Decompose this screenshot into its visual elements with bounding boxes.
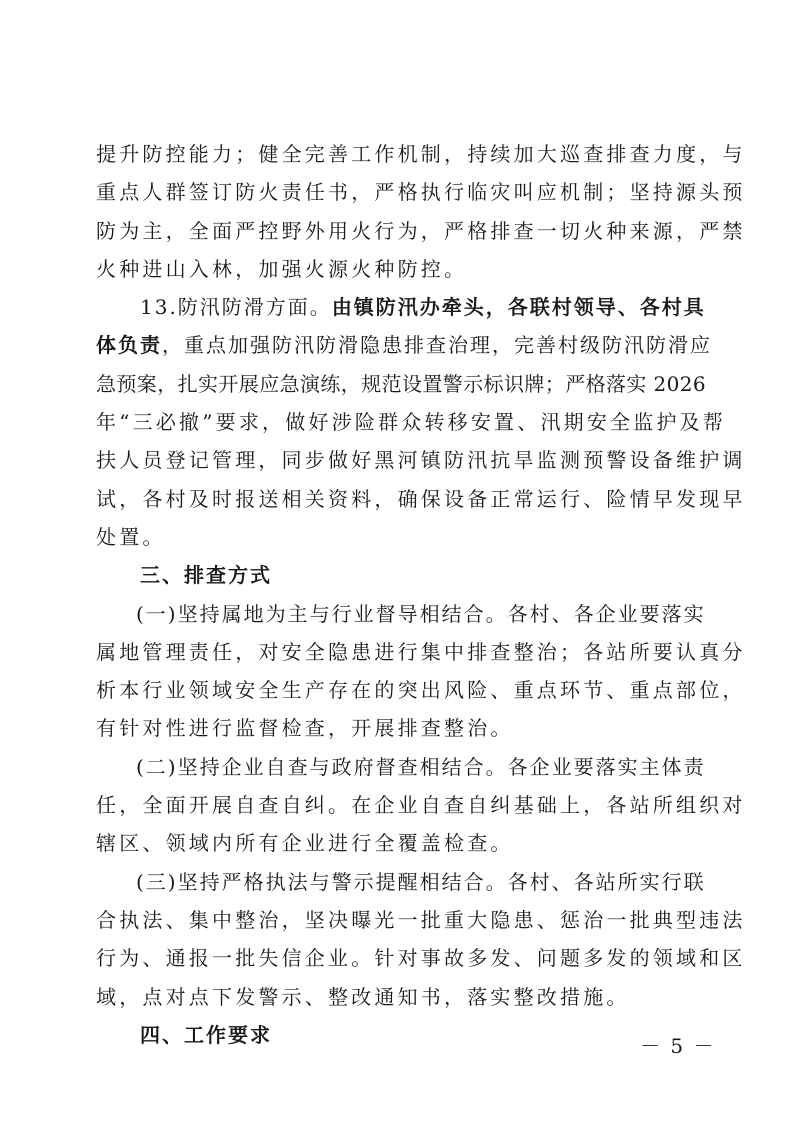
section-heading: 四、工作要求	[140, 1022, 272, 1047]
paragraph-item-2	[96, 748, 746, 863]
text-line	[96, 288, 706, 326]
text-line: (二)坚持企业自查与政府督查相结合。各企业要落实主体责	[136, 754, 706, 779]
text-line: 属地管理责任，对安全隐患进行集中排查整治；各站所要认真分	[96, 639, 746, 664]
text-line	[96, 326, 712, 364]
text-line: 扶人员登记管理，同步做好黑河镇防汛抗旱监测预警设备维护调	[96, 448, 746, 473]
text-line: (一)坚持属地为主与行业督导相结合。各村、各企业要落实	[136, 601, 706, 626]
paragraph-item-1	[96, 595, 746, 748]
text-line: 合执法、集中整治，坚决曝光一批重大隐患、惩治一批典型违法	[96, 907, 746, 932]
paragraph-flood-prevention	[96, 288, 746, 556]
bold-text: 体负责	[96, 333, 162, 358]
text-line: 提升防控能力；健全完善工作机制，持续加大巡查排查力度，与	[96, 142, 746, 166]
section-heading: 三、排查方式	[140, 563, 272, 588]
text-line: 域，点对点下发警示、整改通知书，落实整改措施。	[96, 984, 630, 1009]
text-line: 重点人群签订防火责任书，严格执行临灾叫应机制；坚持源头预	[96, 180, 746, 205]
text-line: 火种进山入林，加强火源火种防控。	[96, 256, 468, 281]
page-number: － 5 －	[640, 1034, 716, 1058]
text-line: 有针对性进行监督检查，开展排查整治。	[96, 716, 514, 741]
text-line: 任，全面开展自查自纠。在企业自查自纠基础上，各站所组织对	[96, 793, 746, 818]
text-line: 试，各村及时报送相关资料，确保设备正常运行、险情早发现早	[96, 486, 746, 511]
text-line: 行为、通报一批失信企业。针对事故多发、问题多发的领域和区	[96, 946, 746, 971]
paragraph-fire-prevention	[96, 135, 746, 288]
text-line: 析本行业领域安全生产存在的突出风险、重点环节、重点部位，	[96, 678, 746, 703]
text-line: (三)坚持严格执法与警示提醒相结合。各村、各站所实行联	[136, 869, 706, 894]
document-page	[96, 135, 746, 1054]
text-line: 防为主，全面严控野外用火行为，严格排查一切火种来源，严禁	[96, 218, 746, 243]
text-line: 年“三必撤”要求，做好涉险群众转移安置、汛期安全监护及帮	[96, 410, 727, 435]
paragraph-item-3	[96, 863, 746, 1016]
text-line: 处置。	[96, 524, 166, 549]
text-line: 急预案，扎实开展应急演练，规范设置警示标识牌；严格落实 2026	[96, 371, 707, 396]
bold-text: 由镇防汛办牵头，各联村领导、各村具	[331, 295, 706, 320]
text-run: ，重点加强防汛防滑隐患排查治理，完善村级防汛防滑应	[162, 333, 712, 358]
text-line: 辖区、领域内所有企业进行全覆盖检查。	[96, 831, 514, 856]
item-lead: 13.防汛防滑方面。	[140, 295, 332, 320]
